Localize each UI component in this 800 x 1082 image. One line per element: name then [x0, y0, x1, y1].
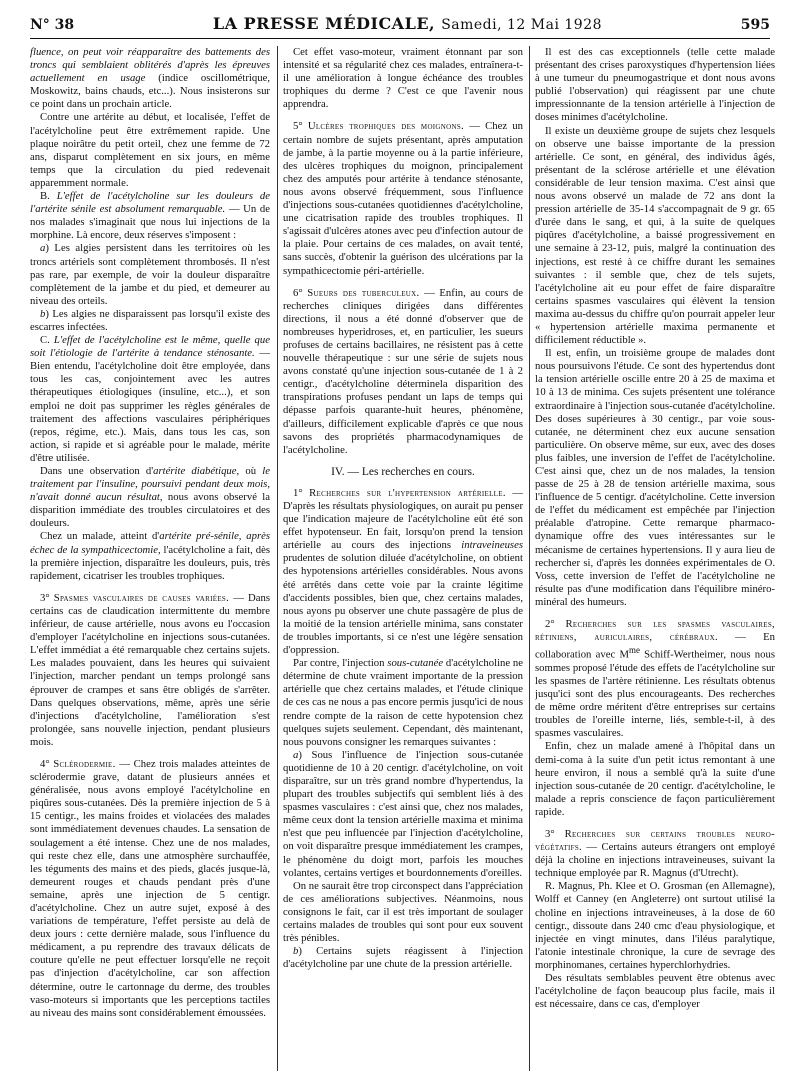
text-run: Schiff-Wertheimer, nous nous sommes proposé l'étude des effets de l'acétylcholine sur les spasmes de l'artère rétinienne. Les résultats obtenus jusqu'ici sont des plus encourageants. Des recherches de même ordre méritent d'être entreprises sur certains troubles de l'oreille interne, liés, semble-t-il, à des spasmes vasculaires. — [535, 648, 775, 740]
paragraph — [30, 465, 270, 530]
text-run: Sclérodermie. — [53, 757, 116, 770]
text-run: C. — [40, 334, 54, 347]
text-run: , nous avons observé la disparition immédiate des troubles circulatoires et des douleurs. — [30, 491, 270, 530]
text-run: Il est, enfin, un troisième groupe de malades dont nous poursuivons l'étude. Ce sont des hypertendus dont la tension artérielle oscille entre 20 à 25 de maxima et 10 à 13 de minima. Ces sujets présentent une tolérance extraordinaire à l'injection sous-cutanée d'acétylcholine. Des doses supérieures à 30 centigr., par voie sous-cutanée, ne déterminent chez eux aucune sensation particulière. On observe même, sur eux, avec des doses plus faibles, une inversion de l'effet de l'acétylcholine. C'est ainsi que, chez un de nos malades, la tension passe de 25 à 28 de tension artérielle maxima, sous l'influence de 5 centigr. d'acétylcholine. Cette inversion de l'effet du médicament est empêchée par l'injection préalable d'atropine. Cette remarque pharmaco-dynamique offre des vues intéressantes sur le mécanisme de certaines hypertensions. Il y aura lieu de rechercher si, d'après les données expérimentales de O. Voss, cette inversion de l'effet de l'acétylcholine ne résulte pas d'une modification dans l'équilibre minéro-minéral des humeurs. — [535, 347, 775, 608]
section-paragraph — [535, 618, 775, 740]
paragraph — [30, 111, 270, 190]
text-run: fluence, on peut voir réapparaître des battements des troncs qui semblaient oblitérés d'après les épreuves actuellement en usage — [30, 46, 270, 85]
text-run: Enfin, chez un malade amené à l'hôpital dans un demi-coma à la suite d'un petit ictus remontant à une heure environ, il nous a semblé qu'à la suite d'une injection sous-cutanée de 20 centigr. d'acétylcholine, le malade a repris conscience de façon particulièrement rapide. — [535, 740, 775, 818]
text-run: 6° — [293, 286, 308, 299]
text-run: prudentes de solution diluée d'acétylcholine, on obtient des hypotensions artérielles considérables. Nous avons été arrêtés dans cette voie par la crainte légitime d'accidents possibles, bien que, chez certains malades, nous ayons pu observer une chute passagère de plus de la moitié de la tension artérielle minima, sans constater de troubles importants, si ce n'est une légère sensation d'oppression. — [283, 552, 523, 657]
section-paragraph — [535, 828, 775, 880]
text-run: artérite pré-sénile, après échec de la sympathicectomie — [30, 530, 270, 556]
text-run: Contre une artérite au début, et localisée, l'effet de l'acétylcholine peut être extrêmement rapide. Une plaque noirâtre du petit orteil, chez une femme de 72 ans, disparut complètement en six jours, en même temps que la circulation du pied redevenait apparemment normale. — [30, 111, 270, 189]
issue-number: N° 38 — [30, 17, 75, 33]
text-run: R. Magnus, Ph. Klee et O. Grosman (en Allemagne), Wolff et Canney (en Angleterre) ont surtout utilisé la choline en injections intraveineuses, à la dose de 60 centigr., dissoute dans 240 cmc d'eau physiologique, et injectée en vingt minutes, dans l'iléus paralytique, l'atonie intestinale chronique, la cure de sevrage des morphinomanes, certaines hyperchlorhydries. — [535, 880, 775, 971]
text-run: Dans une observation d' — [40, 465, 154, 477]
text-run: ) Certains sujets réagissent à l'injection d'acétylcholine par une chute de la pression artérielle. — [283, 945, 523, 971]
text-run: Il existe un deuxième groupe de sujets chez lesquels on observe une baisse importante de la pression artérielle. Ce sont, en général, des individus âgés, présentant de la sclérose artérielle et une élévation considérable de leur tension maxima. C'est ainsi que nous avons observé un malade de 72 ans dont la pression artérielle de 35-14 s'accompagnait de 9 gr. 65 d'urée dans le sang, et qui, à la suite de quelques piqûres d'acétylcholine, a baissé progressivement en une semaine à 23-12, puis, malgré la continuation des injections, est resté à ce chiffre durant les semaines suivantes : il semble que, chez de tels sujets, l'acétylcholine ait eu pour effet de faire disparaître certains spasmes vasculaires qui élèvent la tension maxima au-dessus du chiffre qu'on pourrait appeler leur « hypertension artérielle maxima permanente et difficilement réductible ». — [535, 124, 775, 347]
paragraph — [283, 749, 523, 880]
page-header — [30, 14, 770, 36]
text-run: — Dans certains cas de claudication intermittente du membre inférieur, de cause artérielle, nous avons eu l'occasion d'employer l'acétylcholine en injections sous-cutanées. L'effet immédiat a été remarquable chez certains sujets. Les malades pouvaient, dans les heures qui suivaient l'injection, marcher pendant un temps prolongé sans éprouver de crampes et sans être obligés de s'arrêter. Dans quelques observations, même, après une série d'injections d'acétylcholine, l'amélioration s'est prolongée, sans nouvelle injection, pendant plusieurs mois. — [30, 591, 270, 748]
text-run: (indice oscillométrique, Moskowitz, bains chauds, etc...). Nous insisterons sur ce point dans un prochain article. — [30, 72, 270, 111]
text-run: — Bien entendu, l'acétylcholine doit être employée, dans tous les cas, conjointement avec les autres thérapeutiques étiologiques (insuline, etc...), et son emploi ne doit pas supprimer les règles générales de traitement des affections vasculaires périphériques (repos, régime, etc.). Mais, dans tous les cas, son action, si rapide et si agréable pour le malade, mérite d'être utilisée. — [30, 347, 270, 464]
text-run: 5° — [293, 120, 308, 133]
paragraph — [30, 46, 270, 111]
text-run: d'acétylcholine ne détermine de chute vraiment importante de la pression artérielle que chez certains malades, et l'étude clinique de ces cas ne nous a pas encore permis jusqu'ici de nous rendre compte de la raison de cette hypotension chez quelques sujets seulement. Cependant, dès maintenant, nous pouvons consigner les remarques suivantes : — [283, 657, 523, 748]
text-run: Spasmes vasculaires de causes variées. — [53, 591, 230, 604]
text-run: Recherches sur certains troubles neuro-végétatifs. — [535, 828, 775, 854]
text-run: ) Les algies persistent dans les territoires où les troncs artériels sont complètement thrombosés. Il n'est pas rare, par exemple, de voir la douleur disparaître complètement de la jambe et du pied, et demeurer au niveau des orteils. — [30, 242, 270, 307]
text-run: On ne saurait être trop circonspect dans l'appréciation de ces améliorations subjectives. Néanmoins, nous consignons le fait, car il est très important de soulager certains malades de troubles qui sont pour eux souvent très pénibles. — [283, 879, 523, 945]
paragraph — [30, 334, 270, 465]
text-run: le traitement par l'insuline, poursuivi pendant deux mois, n'avait donné aucun résultat — [30, 465, 270, 504]
text-run: b — [40, 307, 46, 320]
paragraph — [283, 880, 523, 945]
paragraph — [535, 347, 775, 609]
text-run: Par contre, l'injection — [293, 657, 388, 670]
paragraph — [535, 740, 775, 819]
text-run: sous-cutanée — [387, 657, 444, 670]
text-run: artérite diabétique — [153, 465, 237, 477]
text-run: Ulcères trophiques des moignons. — [307, 120, 465, 133]
text-run: L'effet de l'acétylcholine sur les douleurs de l'artérite sénile est absolument remarquable. — [30, 190, 270, 216]
text-run: — D'après les résultats physiologiques, on aurait pu penser que l'indication majeure de l'acétylcholine eût été son effet hypotenseur. En fait, lorsqu'on prend la tension artérielle au cours des injections — [283, 486, 523, 552]
page-number: 595 — [740, 17, 770, 33]
paragraph — [30, 190, 270, 242]
section-paragraph — [283, 120, 523, 277]
text-run: Chez un malade, atteint d' — [40, 530, 160, 543]
column-1 — [30, 46, 270, 1076]
header-rule — [30, 38, 770, 39]
text-run: 2° — [545, 618, 566, 631]
section-heading: IV. — Les recherches en cours. — [331, 465, 475, 478]
journal-masthead — [213, 14, 602, 33]
text-run: — En collaboration avec M — [535, 631, 775, 661]
section-paragraph — [30, 592, 270, 749]
paragraph — [283, 657, 523, 749]
text-run: ) Les algies ne disparaissent pas lorsqu'il existe des escarres infectées. — [30, 307, 270, 333]
text-run: — Chez un certain nombre de sujets présentant, après amputation de jambe, à la partie moyenne ou à la partie inférieure, des ulcères trophiques du moignon, principalement chez des amputés pour artérite à tendance sténosante, nous avons observé fréquemment, sous l'influence d'injections sous-cutanées quotidiennes d'acétylcholine, une cicatrisation rapide des troubles trophiques. Il s'agissait d'ulcères atones avec peu d'infection autour de la plaie. Pour certains de ces malades, on avait tenté, sans succès, d'obtenir la guérison des ulcérations par la sympathicectomie péri-artérielle. — [283, 120, 523, 277]
paragraph — [283, 945, 523, 971]
issue-date: Samedi, 12 Mai 1928 — [441, 17, 603, 33]
text-run: B. — [40, 190, 57, 203]
paragraph — [30, 242, 270, 307]
text-run: , l'acétylcholine a fait, dès la première injection, disparaître les douleurs, puis, très rapidement, cicatriser les troubles trophiques. — [30, 543, 270, 582]
text-run: — Certains auteurs étrangers ont employé déjà la choline en injections intraveineuses, suivant la technique employée par R. Magnus (d'Utrecht). — [535, 841, 775, 880]
column-2 — [283, 46, 523, 1076]
text-run: Sueurs des tuberculeux. — [307, 286, 420, 299]
text-run: 1° — [293, 486, 310, 499]
column-divider — [277, 46, 278, 1071]
column-divider — [529, 46, 530, 1071]
text-run: a — [40, 242, 46, 255]
text-run: Des résultats semblables peuvent être obtenus avec l'acétylcholine de façon beaucoup plus facile, mais il est nécessaire, dans ce cas, d'employer — [535, 972, 775, 1011]
journal-title: LA PRESSE MÉDICALE, — [212, 14, 436, 33]
paragraph — [30, 308, 270, 334]
paragraph — [535, 46, 775, 125]
text-run: L'effet de l'acétylcholine est le même, quelle que soit l'étiologie de l'artérite à tendance sténosante. — [30, 334, 270, 360]
text-run: Il est des cas exceptionnels (telle cette malade présentant des crises paroxystiques d'hypertension liées à une tumeur du pneumogastrique et dont nous avons publié l'observation) qui réagissent par une chute impressionnante de la tension artérielle à l'injection de doses minimes d'acétylcholine. — [535, 46, 775, 124]
text-run: Cet effet vaso-moteur, vraiment étonnant par son intensité et sa régularité chez ces malades, entraînera-t-il une amélioration à longue échéance des troubles trophiques du derme ? C'est ce que l'avenir nous apprendra. — [283, 46, 523, 111]
text-run: , où — [236, 465, 263, 477]
text-run: a — [293, 748, 299, 761]
paragraph — [535, 972, 775, 1011]
paragraph — [535, 880, 775, 972]
paragraph — [30, 530, 270, 582]
text-run: intraveineuses — [461, 539, 523, 552]
text-run: — Enfin, au cours de recherches cliniques dirigées dans différentes directions, il nous a été donné d'observer que de nombreuses hyperidroses, et, en particulier, les sueurs profuses de certains bacillaires, ne résistent pas à cette nouvelle thérapeutique : sur une série de sujets nous avons constaté qu'une injection sous-cutanée de 1 à 2 centigr., d'acétylcholine déterminela disparition des transpirations profuses pendant un laps de temps qui dépasse parfois quarante-huit heures, phénomène, d'ailleurs, difficilement explicable d'après ce que nous savons des propriétés pharmacodynamiques de l'acétylcholine. — [283, 286, 523, 456]
paragraph — [283, 46, 523, 111]
text-run: — Chez trois malades atteintes de sclérodermie grave, datant de plusieurs années et généralisée, nous avons employé l'acétylcholine en piqûres sous-cutanées. Dès la première injection de 5 à 15 centigr., les mains froides et violacées des malades sont immédiatement devenues chaudes. La sensation de soulagement a été intense. Chez une de nos malades, qui reste chez elle, dans une atmosphère surchauffée, les téguments des mains et des pieds, glacés jusque-là, demeurent rouges et chauds pendant près d'une semaine, après une injection de 5 centigr. d'acétylcholine. Chez un autre sujet, exposé à des variations de température, l'effet persiste au delà de deux jours : cette dernière malade, sous l'influence du médicament, a pu reprendre des travaux délicats de couture qu'elle ne peut effectuer lorsqu'elle ne reçoit pas d'injection d'acétylcholine, car son affection détermine, outre le cartonnage du derme, des troubles vaso-moteurs si importants que les perceptions tactiles au niveau des mains sont considérablement émoussées. — [30, 757, 270, 1019]
section-paragraph — [283, 487, 523, 657]
text-run: ) Sous l'influence de l'injection sous-cutanée quotidienne de 10 à 20 centigr. d'acétylcholine, on voit disparaître, sur un très grand nombre d'hypertendus, la plupart des troubles subjectifs qui semblent liés à des spasmes vasculaires : c'est ainsi que, chez nos malades, même ceux dont la tension artérielle maxima et minima n'est que peu influencée par l'injection d'acétylcholine, on voit disparaître presque immédiatement les crampes, le phénomène du doigt mort, parfois les mouches volantes, certains vertiges et bourdonnements d'oreilles. — [283, 748, 523, 879]
text-run: 3° — [40, 591, 54, 604]
section-paragraph — [283, 287, 523, 457]
section-paragraph — [30, 758, 270, 1020]
text-run: b — [293, 945, 299, 958]
text-run: me — [629, 645, 640, 656]
text-run: 3° — [545, 828, 565, 840]
text-run: 4° — [40, 757, 54, 770]
text-run: Recherches sur l'hypertension artérielle. — [309, 486, 506, 499]
column-3 — [535, 46, 775, 1076]
text-run: — Un de nos malades s'imaginait que nous lui injections de la morphine. Là encore, deux réserves s'imposent : — [30, 203, 270, 242]
paragraph — [535, 125, 775, 348]
text-run: Recherches sur les spasmes vasculaires, rétiniens, auriculaires, cérébraux. — [535, 618, 775, 644]
